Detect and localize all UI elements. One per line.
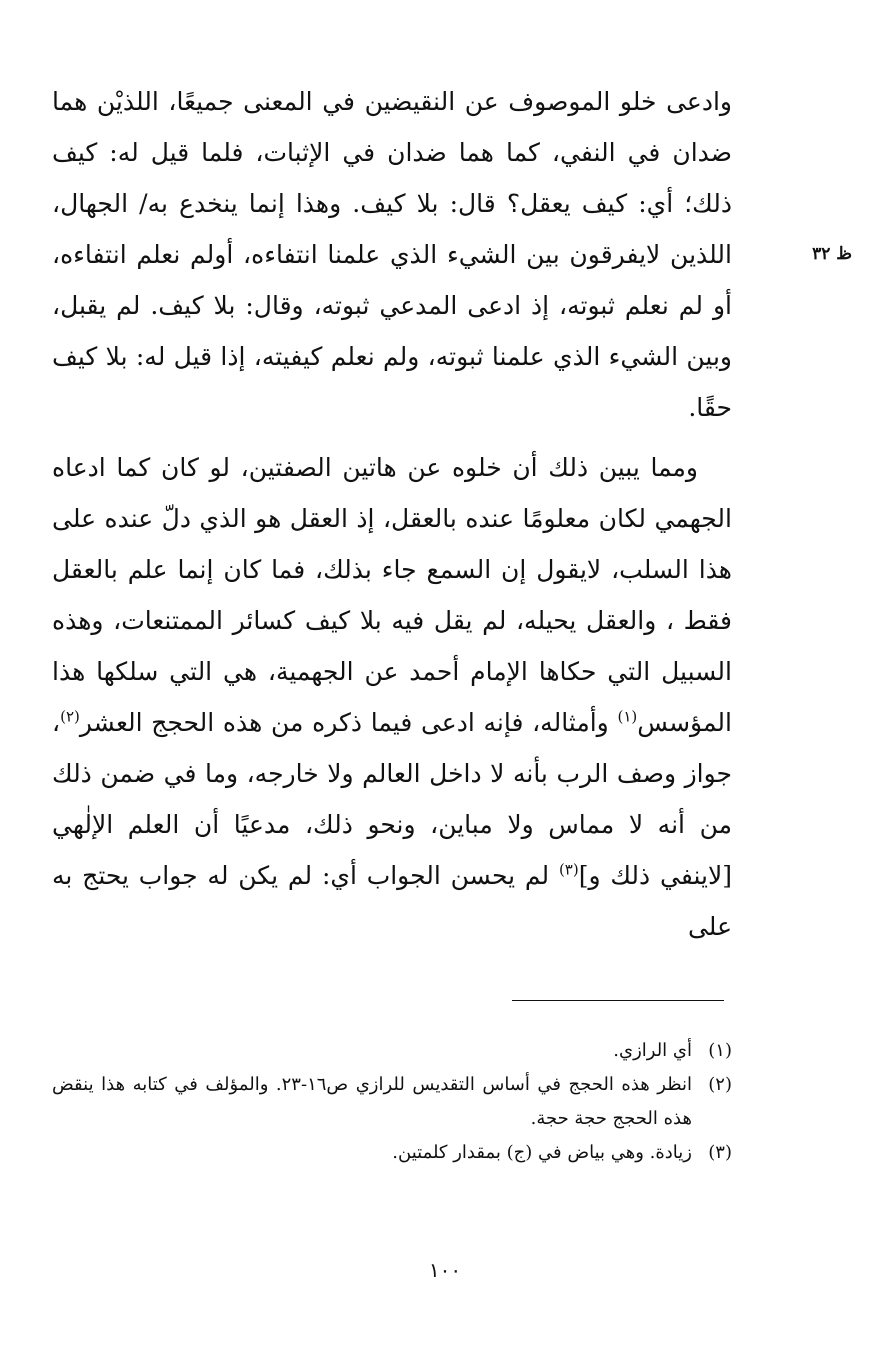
paragraph-text: ومما يبين ذلك أن خلوه عن هاتين الصفتين، لو كان كما ادعاه الجهمي لكان معلومًا عنده بالعقل، إذ العقل هو الذي دلّ عنده على هذا السلب، لايقول إن السمع جاء بذلك، فما كان إنما علم بالعقل فقط ، والعقل يحيله، لم يقل فيه بلا كيف كسائر الممتنعات، وهذه السبيل التي حكاها الإمام أحمد عن الجهمية، هي التي سلكها هذا المؤسس [52,453,732,737]
footnote-divider [512,1000,724,1001]
paragraph [52,76,732,433]
paragraph-text: وادعى خلو الموصوف عن النقيضين في المعنى جميعًا، اللذيْن هما ضدان في النفي، كما هما ضدان في الإثبات، فلما قيل له: كيف ذلك؛ أي: كيف يعقل؟ قال: بلا كيف. وهذا إنما ينخدع به/ الجهال، اللذين لايفرقون بين الشيء الذي علمنا انتفاءه، أولم نعلم انتفاءه، أو لم نعلم ثبوته، إذ ادعى المدعي ثبوته، وقال: بلا كيف. لم يقبل، وبين الشيء الذي علمنا ثبوته، ولم نعلم كيفيته، إذا قيل له: بلا كيف حقًا. [52,87,732,422]
footnote-reference: (٢) [60,707,80,726]
footnote-item [52,1034,732,1068]
footnote-number: (٢) [708,1074,732,1095]
footnotes [52,1034,732,1170]
footnote-item [52,1068,732,1136]
footnote-reference: (١) [617,707,638,726]
paragraph-text: ، جواز وصف الرب بأنه لا داخل العالم ولا خارجه، وما في ضمن ذلك من أنه لا مماس ولا مباين، ونحو ذلك، مدعيًا أن العلم الإلٰهي [لاينفي ذلك و] [52,708,732,890]
footnote-number: (١) [708,1040,732,1061]
main-text [52,76,732,952]
footnote-text: انظر هذه الحجج في أساس التقديس للرازي ص١٦-٢٣. والمؤلف في كتابه هذا ينقض هذه الحجج حجة حجة. [52,1074,693,1129]
footnote-reference: (٣) [558,860,579,879]
margin-manuscript-marker: ظ ٣٢ [812,244,852,264]
paragraph [52,442,732,952]
footnote-text: أي الرازي. [613,1040,692,1061]
footnote-text: زيادة. وهي بياض في (ج) بمقدار كلمتين. [392,1142,692,1163]
footnote-item [52,1136,732,1170]
footnote-number: (٣) [708,1142,732,1163]
paragraph-text: لم يحسن الجواب أي: لم يكن له جواب يحتج به على [52,861,732,941]
paragraph-text: وأمثاله، فإنه ادعى فيما ذكره من هذه الحجج العشر [79,708,618,737]
page-number: ١٠٠ [428,1258,462,1282]
